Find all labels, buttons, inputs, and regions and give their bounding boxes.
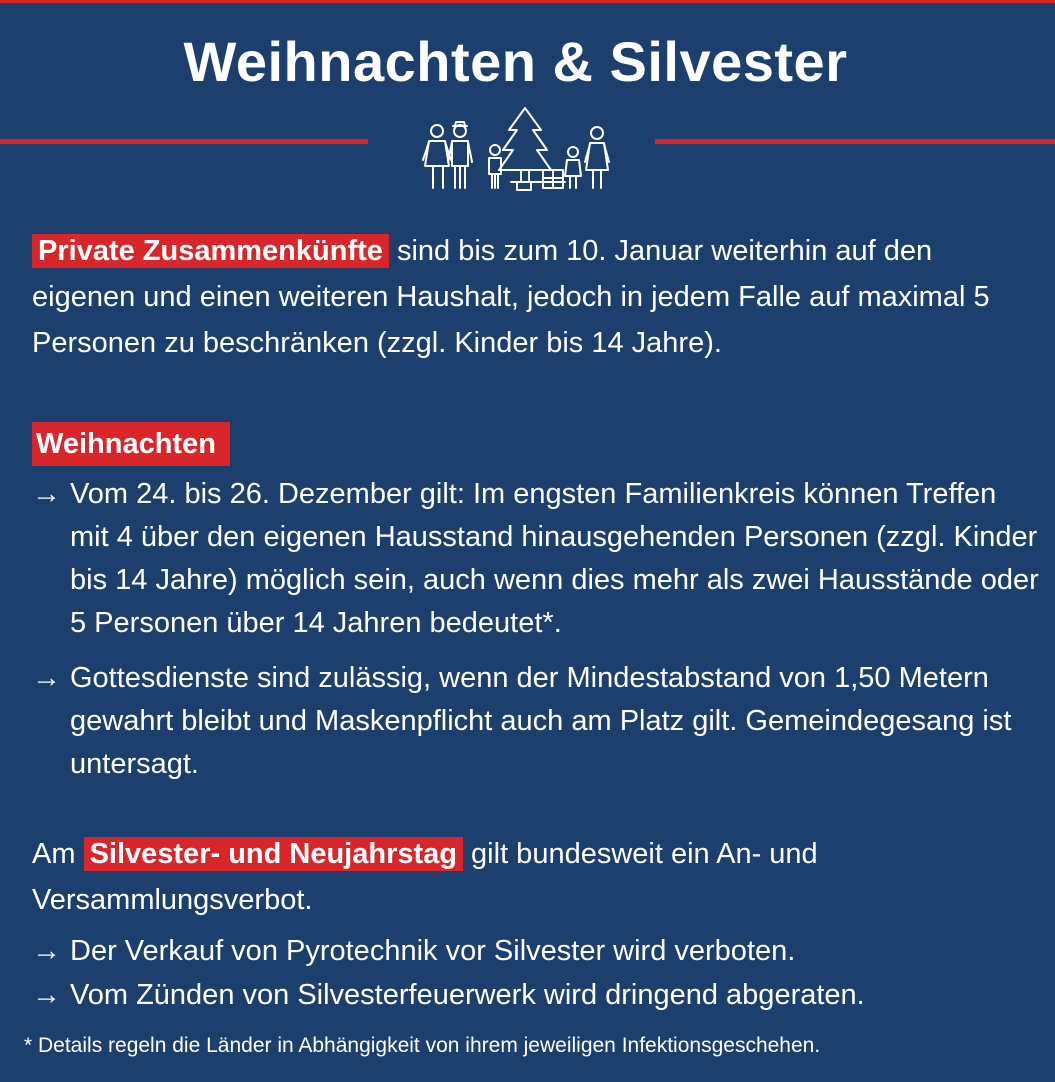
christmas-heading: Weihnachten — [32, 422, 230, 466]
list-item — [32, 657, 1042, 786]
list-item — [32, 473, 1042, 645]
arrow-right-icon: → — [32, 478, 61, 510]
newyear-paragraph — [32, 831, 1042, 923]
newyear-prefix: Am — [32, 838, 84, 870]
arrow-right-icon: → — [32, 935, 61, 967]
arrow-right-icon: → — [32, 979, 61, 1011]
intro-highlight: Private Zusammenkünfte — [32, 234, 389, 268]
list-item-text: Der Verkauf von Pyrotechnik vor Silvester wird verboten. — [70, 935, 796, 967]
divider-left — [0, 139, 368, 144]
page-title: Weihnachten & Silvester — [183, 30, 848, 93]
list-item — [32, 973, 1042, 1017]
list-item — [32, 929, 1042, 973]
newyear-text: gilt bundesweit ein An- und Versammlungsverbot. — [32, 838, 818, 916]
list-item-text: Vom Zünden von Silvesterfeuerwerk wird dringend abgeraten. — [70, 979, 865, 1011]
main-content — [24, 228, 1042, 1082]
list-item-text: Vom 24. bis 26. Dezember gilt: Im engsten Familienkreis können Treffen mit 4 über den eigenen Hausstand hinausgehenden Personen (zzgl. Kinder bis 14 Jahre) möglich sein, auch wenn dies mehr als zwei Hausstände oder 5 Personen über 14 Jahren bedeutet*. — [70, 478, 1039, 639]
arrow-right-icon: → — [32, 662, 61, 694]
newyear-highlight: Silvester- und Neujahrstag — [84, 837, 463, 871]
christmas-list — [32, 473, 1042, 786]
intro-text: sind bis zum 10. Januar weiterhin auf den eigenen und einen weiteren Haushalt, jedoch in jedem Falle auf maximal 5 Personen zu beschränken (zzgl. Kinder bis 14 Jahre). — [32, 235, 990, 359]
family-christmas-icon — [415, 104, 615, 194]
footnote: * Details regeln die Länder in Abhängigkeit von ihrem jeweiligen Infektionsgeschehen. — [24, 1034, 821, 1057]
intro-paragraph — [32, 228, 1042, 366]
newyear-list — [32, 929, 1042, 1017]
top-stripe — [0, 0, 1055, 3]
divider-right — [655, 139, 1055, 144]
list-item-text: Gottesdienste sind zulässig, wenn der Mindestabstand von 1,50 Metern gewahrt bleibt und Maskenpflicht auch am Platz gilt. Gemeindegesang ist untersagt. — [70, 662, 1012, 780]
